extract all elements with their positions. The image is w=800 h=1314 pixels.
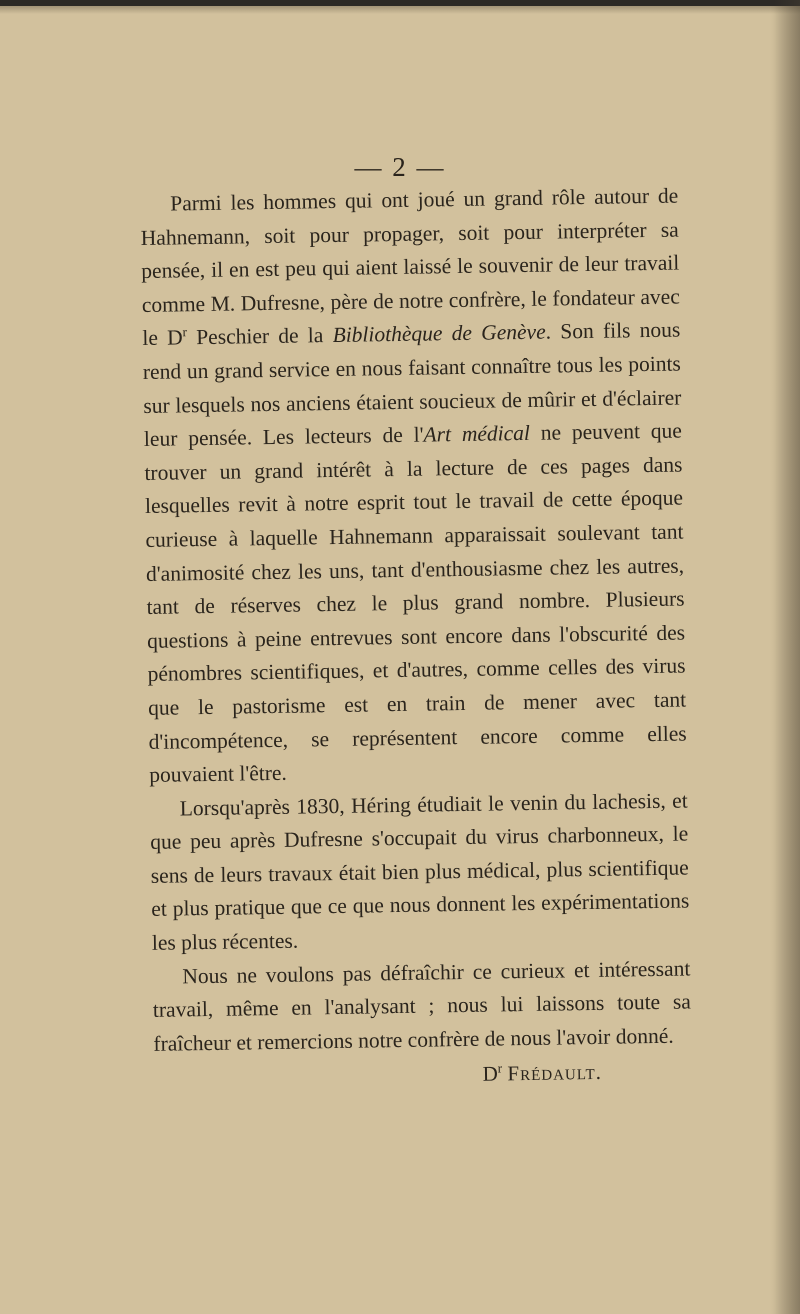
paragraph-text: Nous ne voulons pas défraîchir ce curieux et intéressant travail, même en l'analysant ; nous lui laissons toute sa fraîcheur et remercions notre confrère de nous l'avoir donné. xyxy=(152,956,692,1056)
body-text xyxy=(140,180,692,1097)
paragraphs xyxy=(140,180,692,1062)
italic-text: Bibliothèque de Genève xyxy=(332,320,546,348)
page-right-edge xyxy=(774,0,800,1314)
paragraph xyxy=(140,180,687,793)
paragraph-text: Peschier de la xyxy=(186,323,333,350)
paragraph-text: ne peuvent que trouver un grand intérêt à la lecture de ces pages dans lesquelles revit à notre esprit tout le travail de cette époque curieuse à laquelle Hahnemann apparaissait soulevant tant d'animosité chez les uns, tant d'enthousiasme chez les autres, tant de réserves chez le plus grand nombre. Plusieurs questions à peine entrevues sont encore dans l'obscurité des pénombres scientifiques, et d'autres, comme celles des virus que le pastorisme est en train de mener avec tant d'incompétence, se représentent encore comme elles pouvaient l'être. xyxy=(144,418,687,788)
italic-text: Art médical xyxy=(423,421,531,447)
paragraph xyxy=(152,952,692,1061)
signature-prefix: D xyxy=(482,1061,499,1087)
signature xyxy=(154,1056,602,1097)
paragraph-text: . Son fils nous rend un grand service en nous faisant connaître tous les points sur lesquels nos anciens étaient soucieux de mûrir et d'éclairer leur pensée. Les lecteurs de l' xyxy=(142,317,682,452)
page-number: — 2 — xyxy=(354,152,446,182)
signature-prefix-sup: r xyxy=(497,1060,503,1076)
superscript-text: r xyxy=(182,324,188,340)
page-top-edge xyxy=(0,0,800,6)
signature-name: Frédault. xyxy=(507,1060,603,1086)
paragraph xyxy=(149,784,690,960)
paragraph-text: Lorsqu'après 1830, Héring étudiait le venin du lachesis, et que peu après Dufresne s'occupait du virus charbonneux, le sens de leurs travaux était bien plus médical, plus scientifique et plus pratique que ce que nous donnent les expérimentations les plus récentes. xyxy=(150,788,690,955)
paragraph-text: Parmi les hommes qui ont joué un grand rôle autour de Hahnemann, soit pour propager, soit pour interpréter sa pensée, il en est peu qui aient laissé le souvenir de leur travail comme M. Dufresne, père de notre confrère, le fondateur avec le D xyxy=(140,183,680,351)
